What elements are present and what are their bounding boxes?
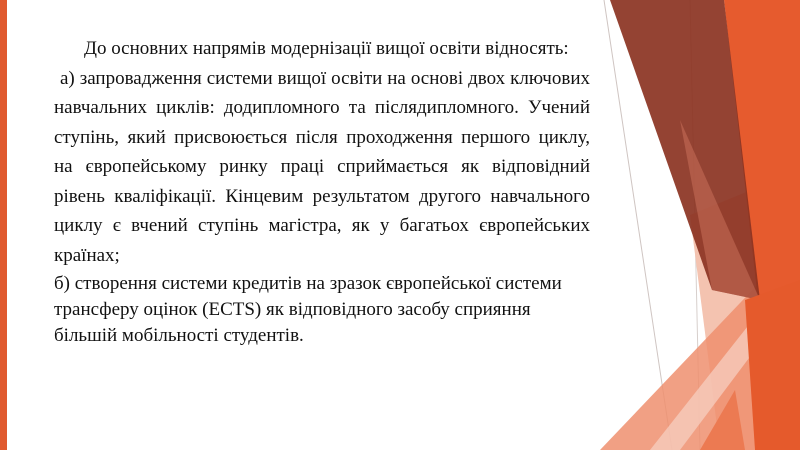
point-b-paragraph: б) створення системи кредитів на зразок європейської системи трансферу оцінок (ECTS) як відповідного засобу сприяння більшій мобільності студентів.	[54, 273, 562, 346]
slide-body	[54, 34, 590, 349]
point-a-paragraph: а) запровадження системи вищої освіти на основі двох ключових навчальних циклів: додипломного та післядипломного. Учений ступінь, який присвоюється після проходження першого циклу, на європейському ринку праці сприймається як відповідний рівень кваліфікації. Кінцевим результатом другого навчального циклу є вчений ступінь магістра, як у багатьох європейських країнах;	[54, 67, 590, 266]
intro-paragraph: До основних напрямів модернізації вищої освіти відносять:	[84, 38, 569, 59]
